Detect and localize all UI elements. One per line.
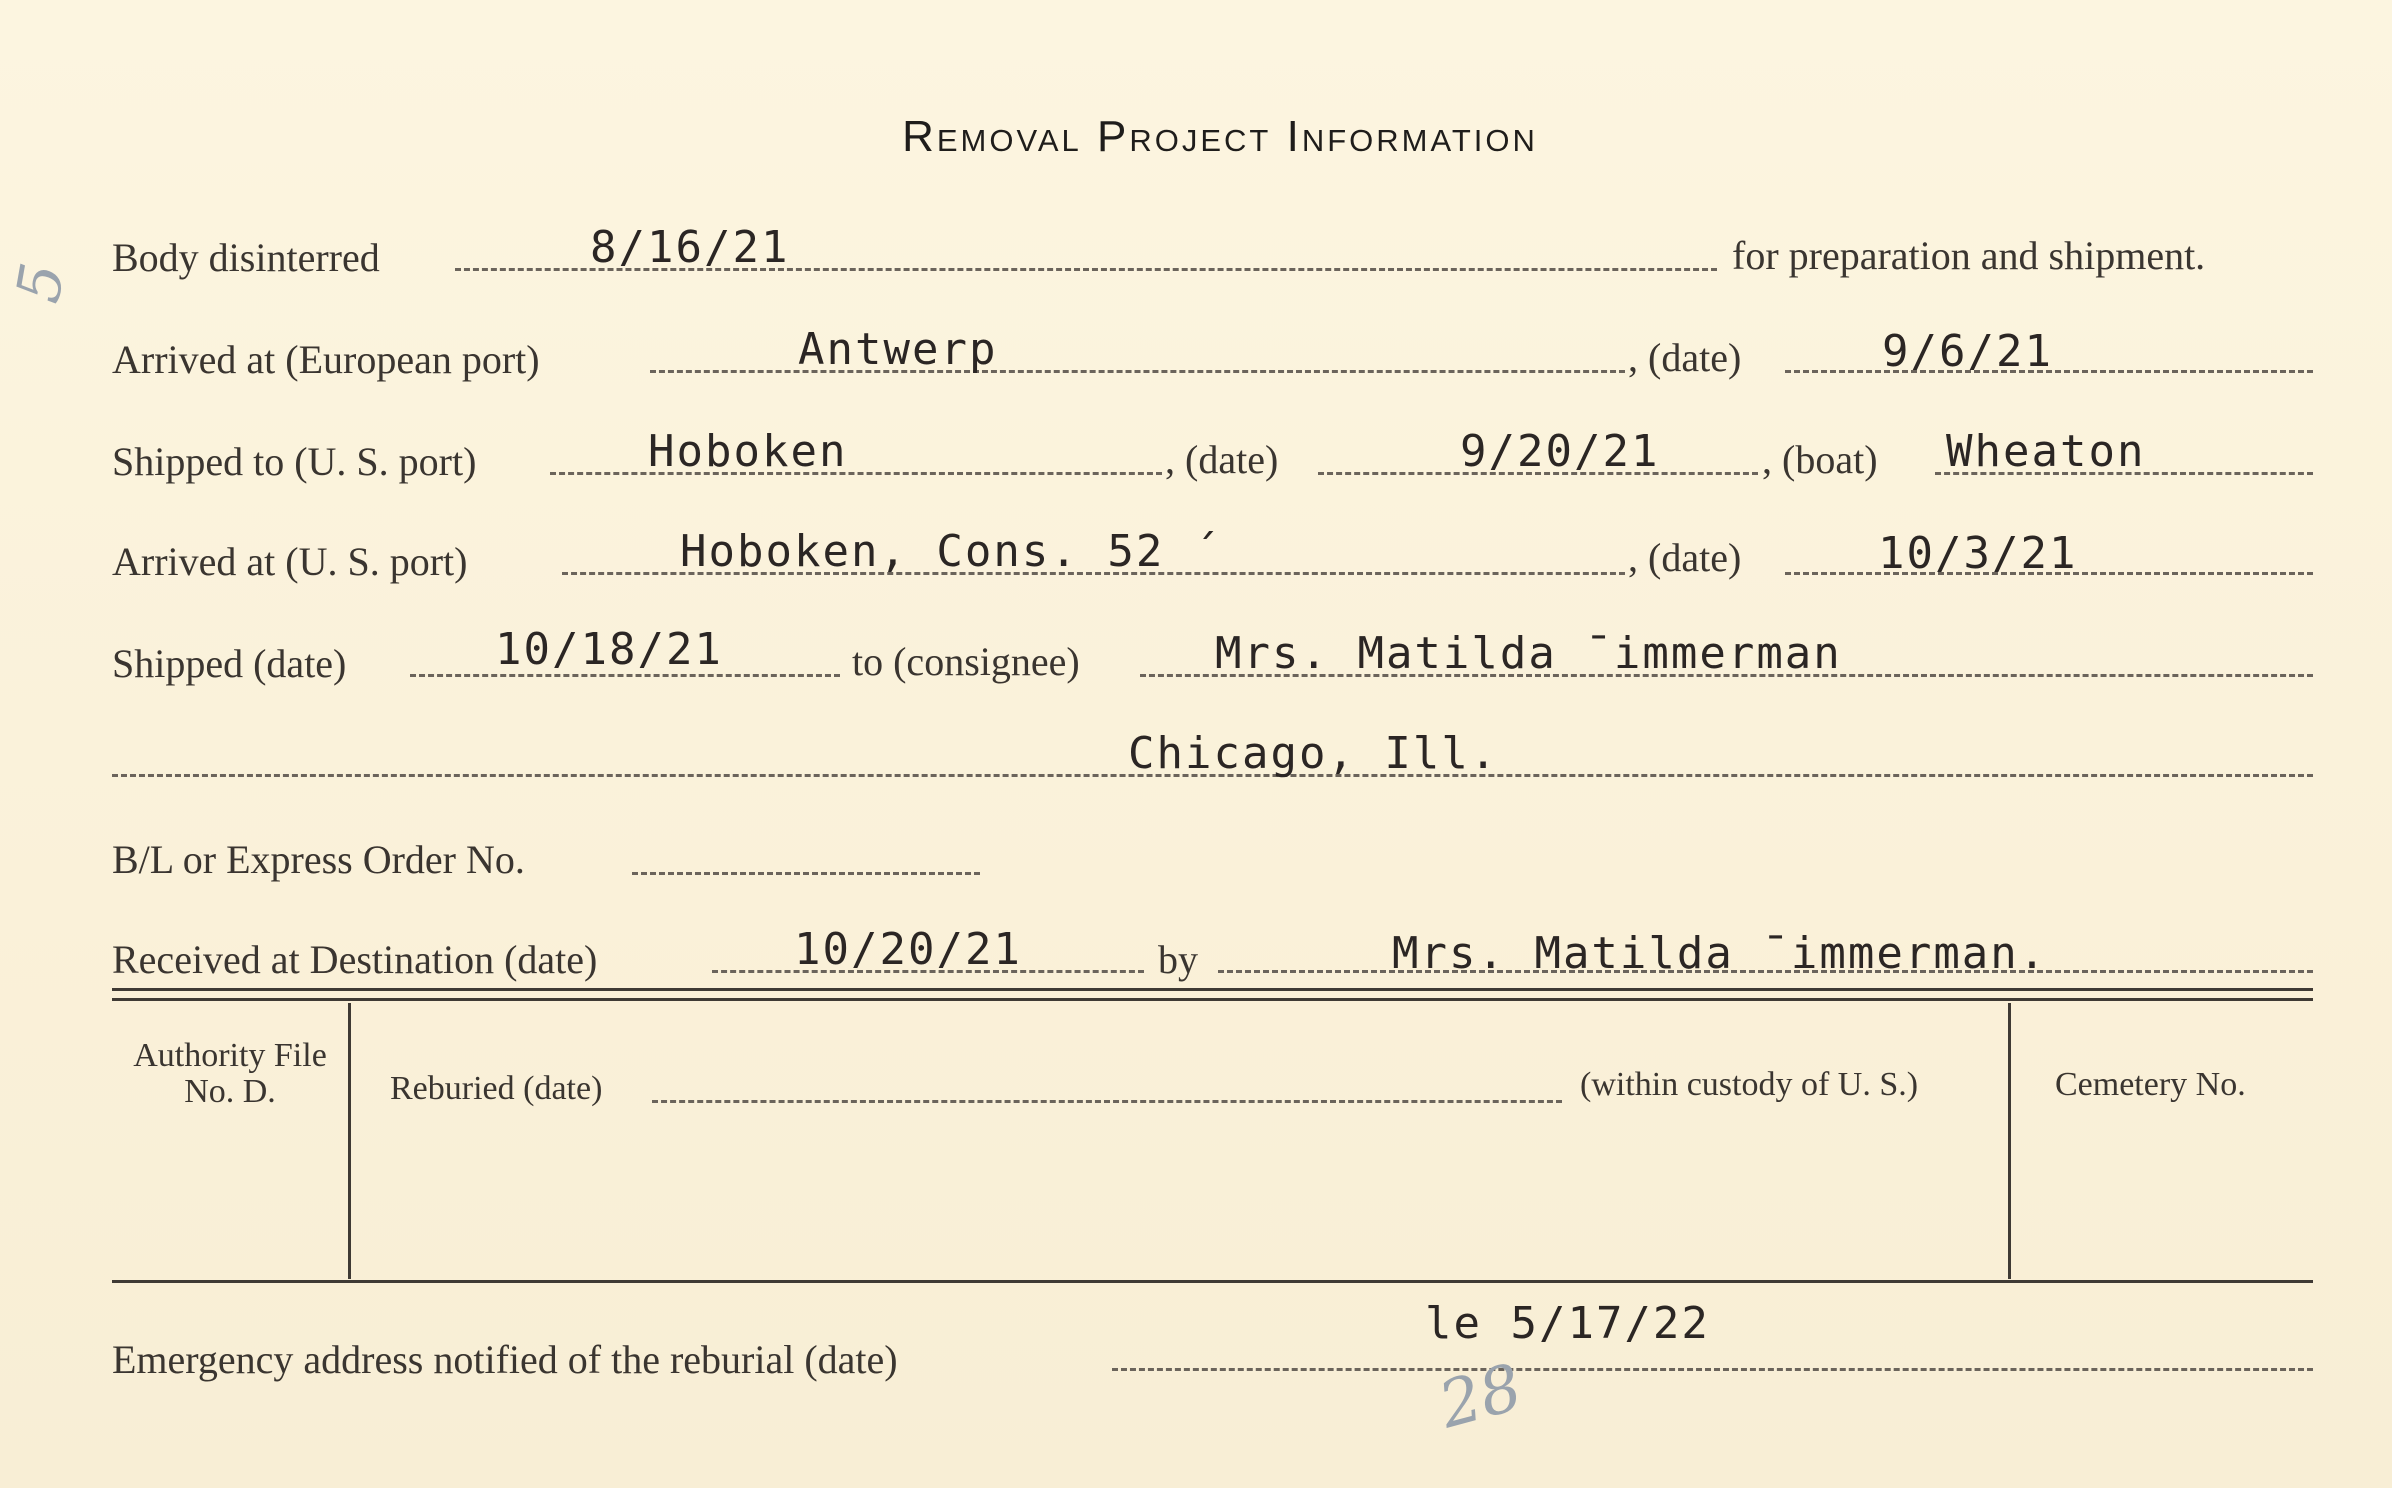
boat-value: Wheaton — [1946, 426, 2146, 477]
european-date-label: , (date) — [1628, 335, 1742, 380]
emergency-value: le 5/17/22 — [1425, 1298, 1710, 1349]
pencil-note: 28 — [1431, 1350, 1530, 1444]
bl-order-label: B/L or Express Order No. — [112, 837, 525, 882]
table-top-rule-2 — [112, 998, 2313, 1001]
disinterred-suffix: for preparation and shipment. — [1732, 233, 2206, 278]
reburied-label: Reburied (date) — [390, 1070, 603, 1107]
margin-pencil-mark: 5 — [3, 258, 79, 308]
received-date-value: 10/20/21 — [794, 924, 1022, 975]
arrived-us-value: Hoboken, Cons. 52 ´ — [680, 526, 1222, 577]
received-by-label: by — [1158, 937, 1198, 982]
us-port-date-label: , (date) — [1165, 437, 1279, 482]
received-by-value: Mrs. Matilda ˉimmerman. — [1392, 928, 2048, 979]
european-port-label: Arrived at (European port) — [112, 337, 540, 382]
cemetery-label: Cemetery No. — [2055, 1066, 2246, 1103]
us-port-label: Shipped to (U. S. port) — [112, 439, 477, 484]
consignee-value: Mrs. Matilda ˉimmerman — [1215, 628, 1842, 679]
authority-file-label: Authority File No. D. — [133, 1037, 327, 1110]
european-port-value: Antwerp — [798, 324, 998, 375]
us-port-date-value: 9/20/21 — [1460, 426, 1660, 477]
us-port-value: Hoboken — [648, 426, 848, 477]
custody-label: (within custody of U. S.) — [1580, 1066, 1919, 1103]
table-top-rule — [112, 988, 2313, 991]
emergency-label: Emergency address notified of the reburial (date) — [112, 1337, 898, 1382]
shipped-date-label: Shipped (date) — [112, 641, 347, 686]
shipped-date-value: 10/18/21 — [495, 624, 723, 675]
arrived-us-date-label: , (date) — [1628, 535, 1742, 580]
arrived-us-label: Arrived at (U. S. port) — [112, 539, 468, 584]
card-title: Removal Project Information — [902, 112, 1538, 161]
boat-label: , (boat) — [1762, 437, 1878, 482]
consignee-city: Chicago, Ill. — [1128, 728, 1499, 779]
table-bottom-rule — [112, 1280, 2313, 1283]
table-divider-right — [2008, 1003, 2011, 1279]
european-date-value: 9/6/21 — [1882, 326, 2053, 377]
arrived-us-date-value: 10/3/21 — [1878, 528, 2078, 579]
consignee-label: to (consignee) — [852, 639, 1080, 684]
disinterred-date: 8/16/21 — [590, 222, 790, 273]
disinterred-label: Body disinterred — [112, 235, 380, 280]
received-date-label: Received at Destination (date) — [112, 937, 598, 982]
table-divider-left — [348, 1003, 351, 1279]
